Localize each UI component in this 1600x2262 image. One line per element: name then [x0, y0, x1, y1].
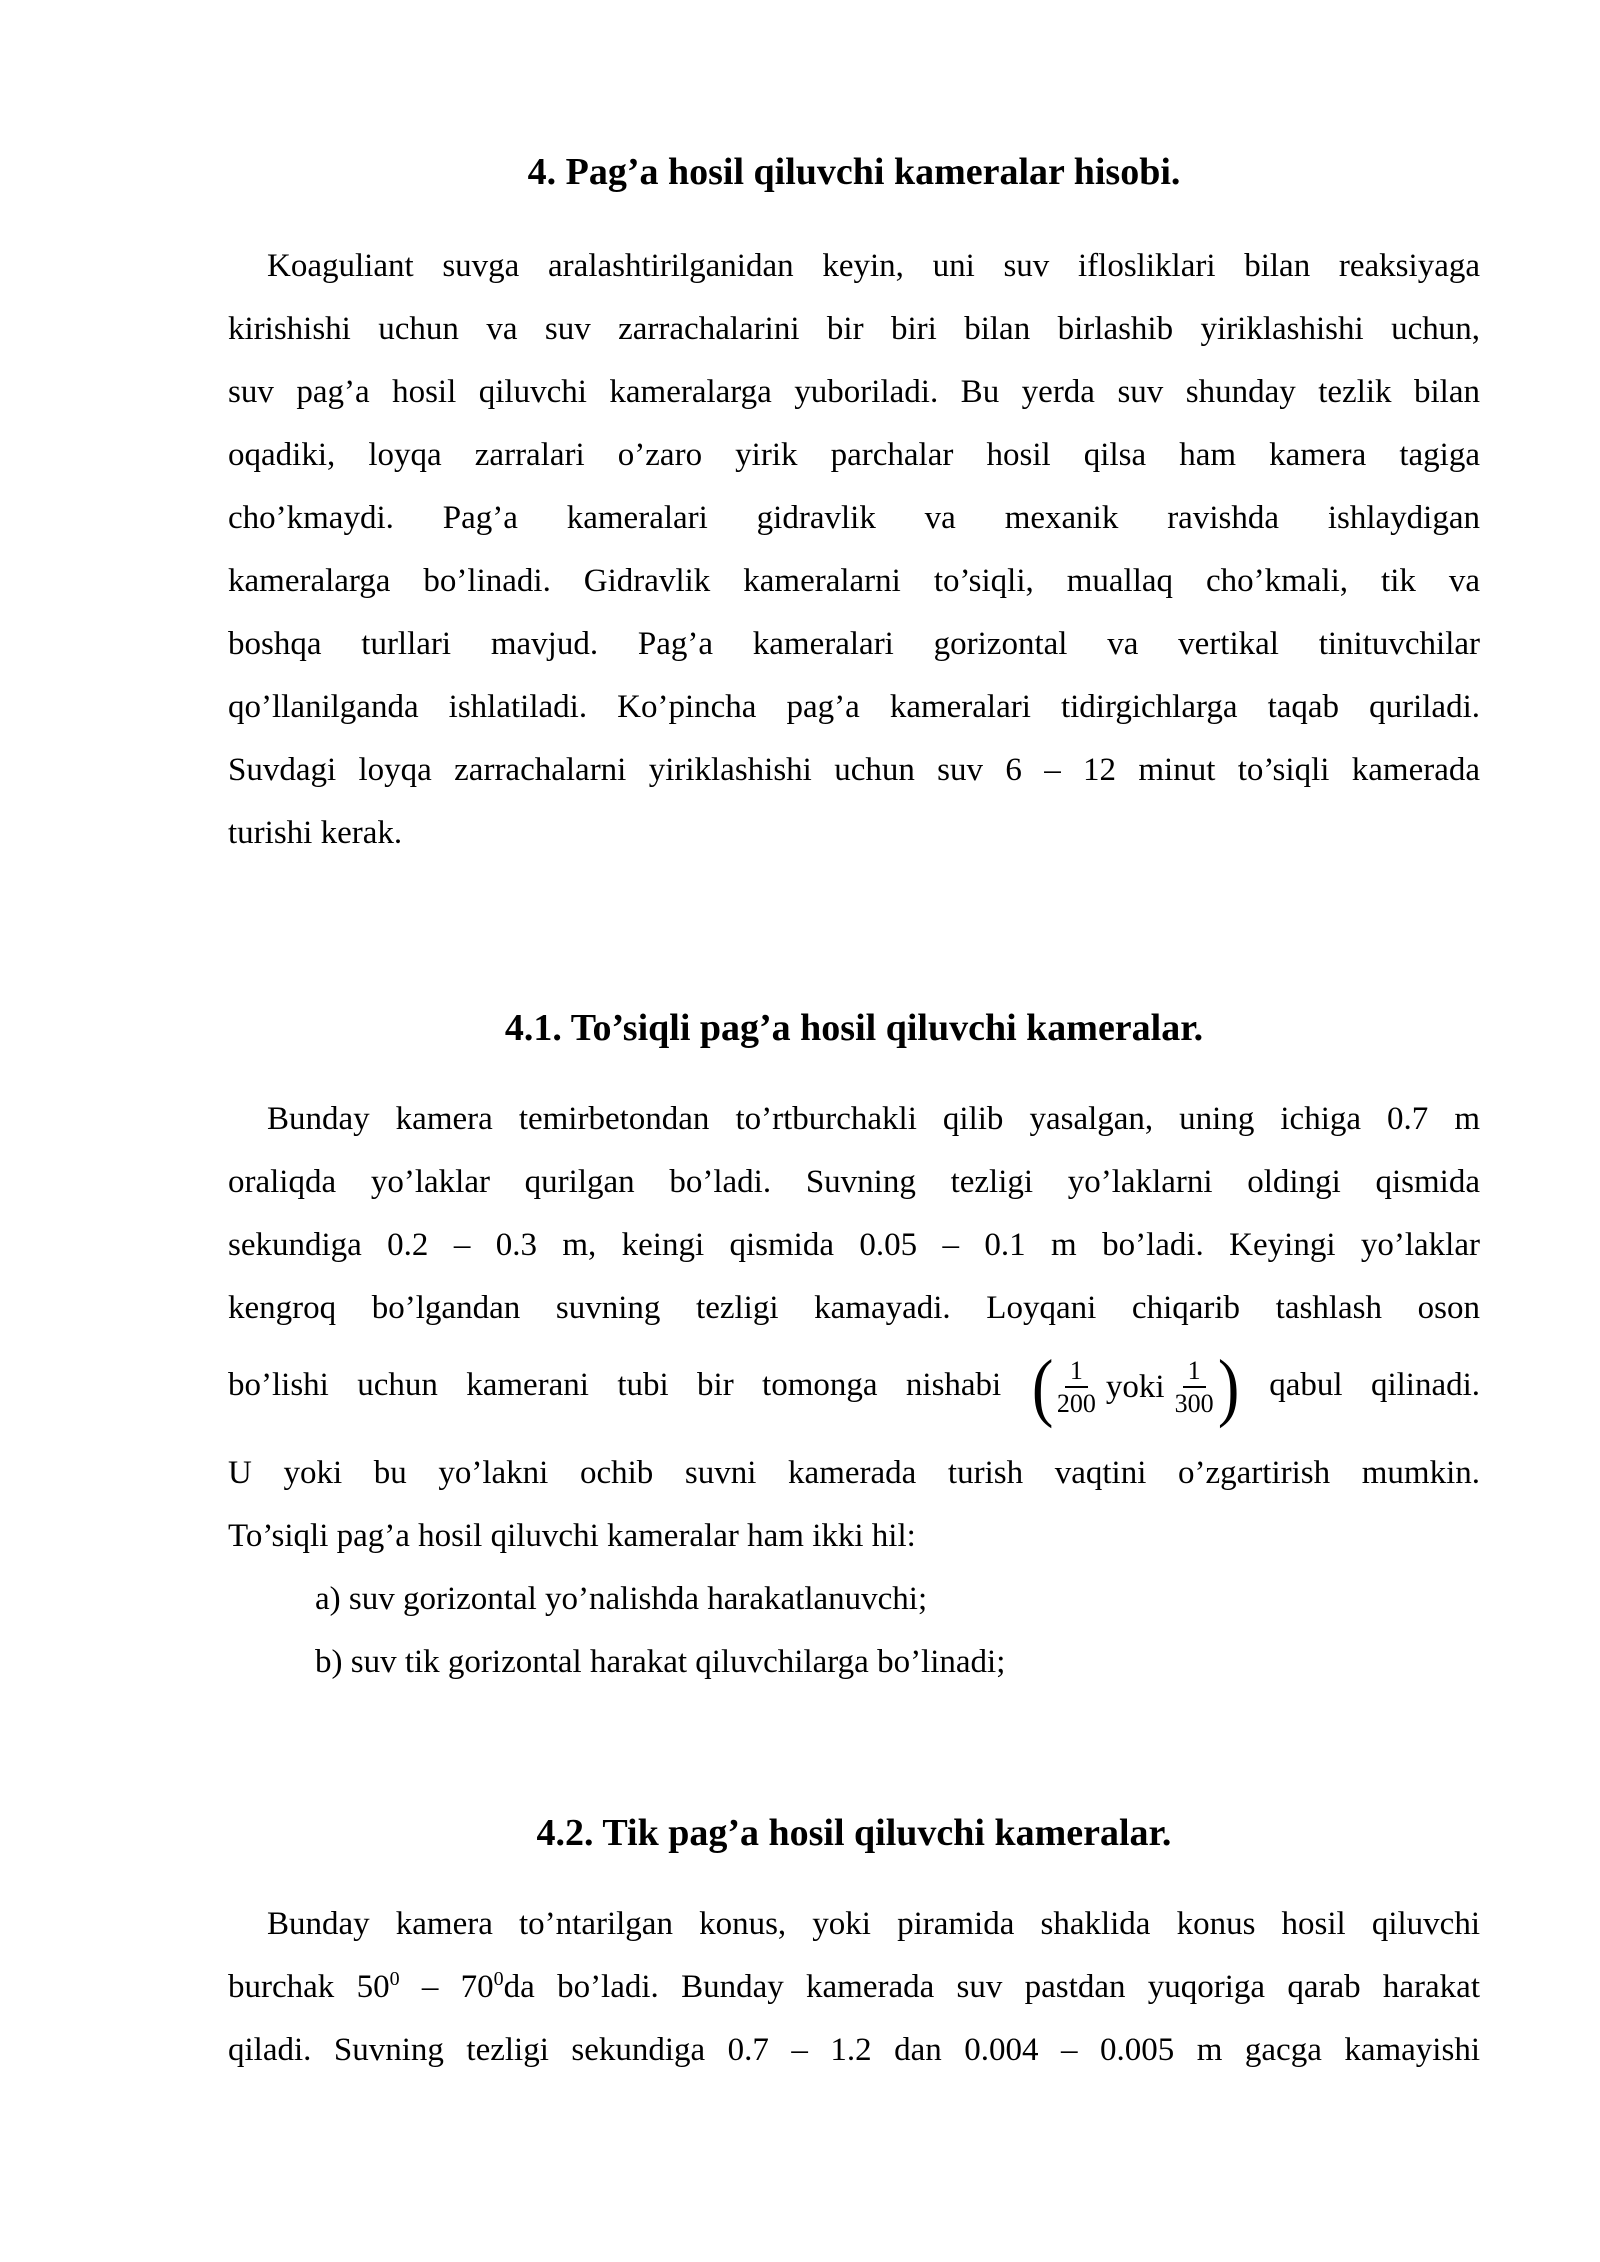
section-heading-4-1: 4.1. To’siqli pag’a hosil qiluvchi kameralar.	[504, 1007, 1204, 1049]
list-item-a: a) suv gorizontal yo’nalishda harakatlanuvchi;	[315, 1581, 928, 1618]
fraction-denominator: 200	[1056, 1389, 1096, 1419]
fraction-numerator: 1	[1065, 1356, 1088, 1389]
text-line: To’siqli pag’a hosil qiluvchi kameralar ham ikki hil:	[228, 1518, 916, 1555]
superscript-zero: 0	[493, 1968, 504, 1991]
open-paren: (	[1031, 1345, 1054, 1430]
text-line: qiladi. Suvning tezligi sekundiga 0.7 – 1.2 dan 0.004 – 0.005 m gacga kamayishi	[228, 2032, 1480, 2069]
fraction-expression	[1030, 1344, 1241, 1430]
superscript-zero: 0	[389, 1968, 400, 1991]
text-line: Bunday kamera temirbetondan to’rtburchakli qilib yasalgan, uning ichiga 0.7 m	[267, 1101, 1480, 1137]
paragraph-3	[228, 1893, 1480, 2082]
text-line-with-superscripts	[228, 1956, 1480, 2019]
text-line: Bunday kamera to’ntarilgan konus, yoki piramida shaklida konus hosil qiluvchi	[267, 1906, 1480, 1943]
doc-title: 4. Pag’a hosil qiluvchi kameralar hisobi.	[527, 151, 1181, 193]
text-line: Koaguliant suvga aralashtirilganidan keyin, uni suv iflosliklari bilan reaksiyaga	[267, 248, 1480, 284]
text-line: boshqa turllari mavjud. Pag’a kameralari gorizontal va vertikal tinituvchilar	[228, 626, 1480, 662]
text-segment: burchak 50	[228, 1969, 390, 2006]
text-line: Suvdagi loyqa zarrachalarni yiriklashishi uchun suv 6 – 12 minut to’siqli kamerada	[228, 752, 1480, 788]
text-line: sekundiga 0.2 – 0.3 m, keingi qismida 0.05 – 0.1 m bo’ladi. Keyingi yo’laklar	[228, 1227, 1480, 1263]
text-segment: da bo’ladi. Bunday kamerada suv pastdan yuqoriga qarab harakat	[503, 1969, 1480, 2006]
text-line: cho’kmaydi. Pag’a kameralari gidravlik va mexanik ravishda ishlaydigan	[228, 500, 1480, 536]
fraction-connector: yoki	[1105, 1369, 1165, 1406]
text-line: suv pag’a hosil qiluvchi kameralarga yuboriladi. Bu yerda suv shunday tezlik bilan	[228, 374, 1480, 410]
text-line: oqadiki, loyqa zarralari o’zaro yirik parchalar hosil qilsa ham kamera tagiga	[228, 437, 1480, 473]
section-heading-4-2: 4.2. Tik pag’a hosil qiluvchi kameralar.	[536, 1812, 1172, 1855]
formula-text-before: bo’lishi uchun kamerani tubi bir tomonga nishabi	[228, 1367, 1002, 1403]
paragraph-1	[228, 235, 1480, 865]
close-paren: )	[1217, 1345, 1240, 1430]
text-line: U yoki bu yo’lakni ochib suvni kamerada turish vaqtini o’zgartirish mumkin.	[228, 1455, 1480, 1492]
formula-text-after: qabul qilinadi.	[1269, 1367, 1481, 1403]
text-line: kengroq bo’lgandan suvning tezligi kamayadi. Loyqani chiqarib tashlash oson	[228, 1290, 1480, 1326]
formula-line	[228, 1342, 1480, 1430]
text-line: kameralarga bo’linadi. Gidravlik kameralarni to’siqli, muallaq cho’kmali, tik va	[228, 563, 1480, 599]
fraction-denominator: 300	[1174, 1389, 1214, 1419]
paragraph-2	[228, 1088, 1480, 1340]
text-line: oraliqda yo’laklar qurilgan bo’ladi. Suvning tezligi yo’laklarni oldingi qismida	[228, 1164, 1480, 1200]
list-items	[228, 1568, 1480, 1694]
fraction-1-200	[1057, 1356, 1096, 1420]
text-line: kirishishi uchun va suv zarrachalarini bir biri bilan birlashib yiriklashishi uchun,	[228, 311, 1480, 347]
fraction-numerator: 1	[1183, 1356, 1206, 1389]
list-item-b: b) suv tik gorizontal harakat qiluvchilarga bo’linadi;	[315, 1644, 1006, 1681]
paragraph-2-continued	[228, 1442, 1480, 1568]
text-line: qo’llanilganda ishlatiladi. Ko’pincha pag’a kameralari tidirgichlarga taqab quriladi.	[228, 689, 1480, 725]
text-line: turishi kerak.	[228, 815, 403, 851]
text-segment: – 70	[399, 1969, 494, 2006]
fraction-1-300	[1175, 1356, 1214, 1420]
